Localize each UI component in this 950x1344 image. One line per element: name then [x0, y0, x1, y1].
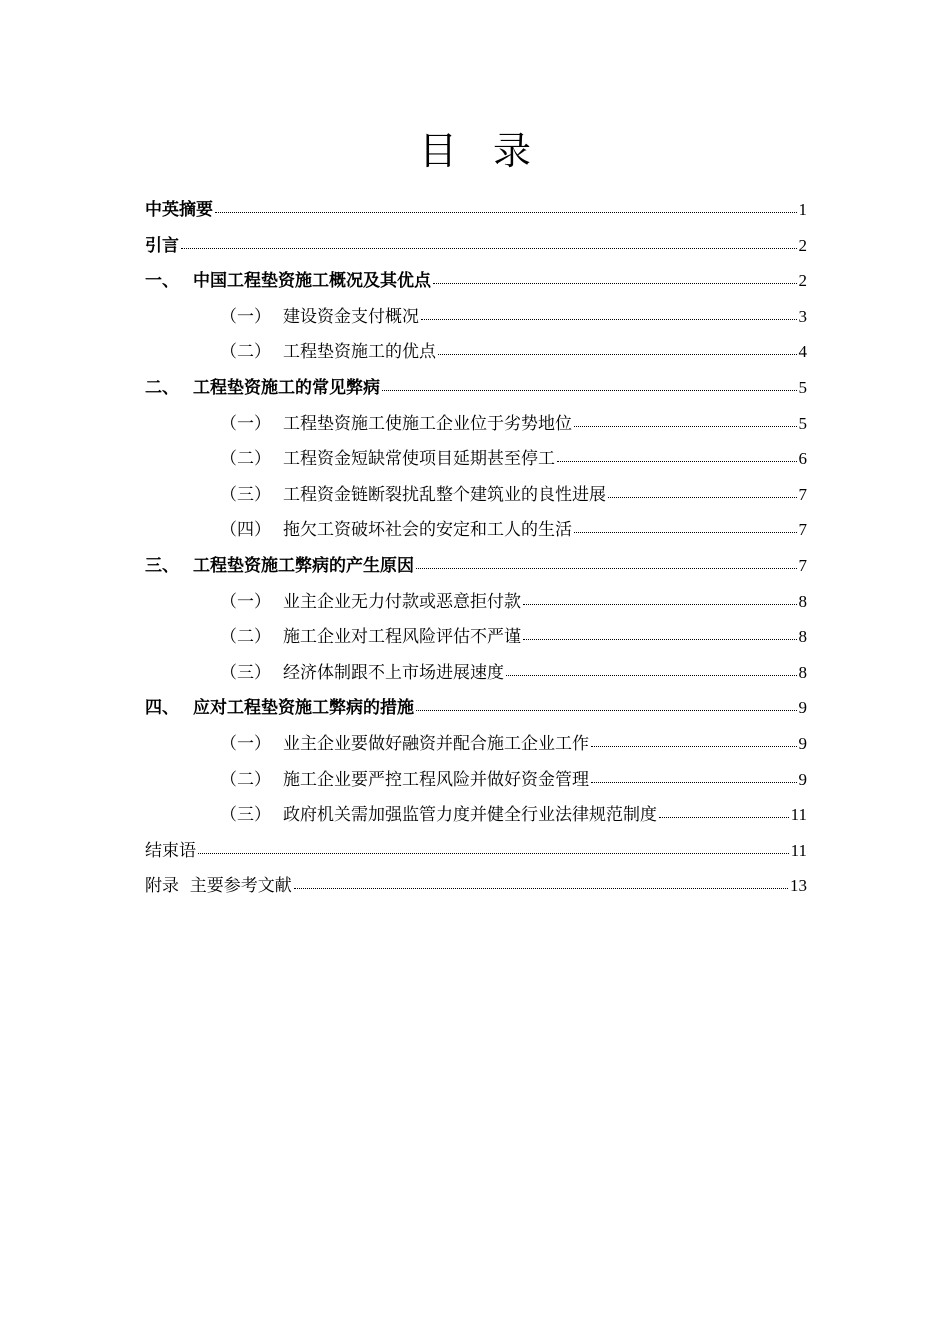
toc-leader-dots: [591, 745, 797, 747]
toc-entry-number: （二）: [220, 449, 271, 470]
toc-entry-page: 11: [790, 805, 807, 825]
table-of-contents: [145, 192, 807, 904]
toc-entry-page: 4: [798, 342, 807, 362]
toc-entry[interactable]: [145, 228, 807, 264]
toc-leader-dots: [382, 389, 797, 391]
toc-entry-text: 业主企业无力付款或恶意拒付款: [283, 591, 521, 612]
toc-entry-number: （一）: [220, 591, 271, 612]
toc-leader-dots: [416, 709, 797, 711]
toc-title: [0, 126, 950, 176]
toc-entry-text: 引言: [145, 235, 179, 256]
toc-entry-text: 政府机关需加强监管力度并健全行业法律规范制度: [283, 805, 657, 826]
toc-entry-page: 1: [798, 200, 807, 219]
toc-entry[interactable]: [145, 868, 807, 904]
toc-entry-page: 2: [798, 235, 807, 255]
toc-entry-text: 经济体制跟不上市场进展速度: [283, 662, 504, 683]
toc-entry[interactable]: [145, 833, 807, 869]
toc-leader-dots: [421, 318, 797, 320]
toc-entry-text: 工程资金短缺常使项目延期甚至停工: [283, 449, 555, 470]
toc-leader-dots: [591, 781, 797, 783]
toc-leader-dots: [181, 247, 797, 249]
toc-entry-page: 5: [798, 413, 807, 433]
toc-leader-dots: [433, 282, 797, 284]
toc-leader-dots: [198, 852, 789, 854]
toc-entry-page: 8: [798, 591, 807, 611]
toc-entry-page: 9: [798, 698, 807, 718]
toc-entry-text: 中国工程垫资施工概况及其优点: [193, 271, 431, 292]
toc-entry-number: （一）: [220, 733, 271, 754]
toc-entry-number: 一、: [145, 271, 179, 292]
toc-leader-dots: [416, 567, 797, 569]
toc-entry-page: 7: [798, 484, 807, 504]
toc-entry[interactable]: [145, 726, 807, 762]
toc-title-part2: 录: [493, 129, 532, 173]
toc-entry-number: （二）: [220, 342, 271, 363]
toc-entry-text: 中英摘要: [145, 200, 213, 220]
toc-leader-dots: [523, 603, 797, 605]
toc-entry-text: 业主企业要做好融资并配合施工企业工作: [283, 733, 589, 754]
toc-entry-number: （四）: [220, 520, 271, 541]
toc-entry-page: 8: [798, 662, 807, 682]
toc-entry[interactable]: [145, 299, 807, 335]
toc-entry[interactable]: [145, 655, 807, 691]
toc-entry-page: 6: [798, 449, 807, 469]
toc-entry[interactable]: [145, 406, 807, 442]
toc-entry-page: 9: [798, 769, 807, 789]
toc-entry-number: （二）: [220, 769, 271, 790]
toc-entry[interactable]: [145, 441, 807, 477]
toc-entry-number: （一）: [220, 413, 271, 434]
toc-entry-text: 工程资金链断裂扰乱整个建筑业的良性进展: [283, 484, 606, 505]
toc-leader-dots: [438, 353, 797, 355]
toc-entry[interactable]: [145, 797, 807, 833]
toc-entry-page: 9: [798, 733, 807, 753]
toc-entry-number: （三）: [220, 484, 271, 505]
toc-entry-text: 结束语: [145, 840, 196, 861]
toc-entry[interactable]: [145, 762, 807, 798]
toc-entry-number: 二、: [145, 377, 179, 398]
toc-entry-number: （三）: [220, 662, 271, 683]
toc-entry[interactable]: [145, 334, 807, 370]
toc-entry-page: 2: [798, 271, 807, 291]
toc-entry[interactable]: [145, 512, 807, 548]
toc-entry-text: 拖欠工资破坏社会的安定和工人的生活: [283, 520, 572, 541]
toc-leader-dots: [659, 816, 789, 818]
toc-leader-dots: [215, 211, 797, 213]
toc-leader-dots: [523, 638, 797, 640]
toc-entry[interactable]: [145, 584, 807, 620]
toc-entry[interactable]: [145, 192, 807, 228]
toc-entry-text: 附录 主要参考文献: [145, 876, 292, 897]
toc-entry-page: 8: [798, 627, 807, 647]
toc-entry-text: 应对工程垫资施工弊病的措施: [193, 698, 414, 719]
toc-entry[interactable]: [145, 619, 807, 655]
toc-entry-number: （三）: [220, 805, 271, 826]
toc-entry-number: （二）: [220, 627, 271, 648]
toc-leader-dots: [608, 496, 797, 498]
toc-entry-page: 7: [798, 555, 807, 575]
toc-entry-text: 工程垫资施工的优点: [283, 342, 436, 363]
toc-entry-number: 三、: [145, 555, 179, 576]
toc-entry[interactable]: [145, 370, 807, 406]
toc-title-part1: 目: [418, 129, 457, 173]
toc-entry-text: 施工企业要严控工程风险并做好资金管理: [283, 769, 589, 790]
toc-entry[interactable]: [145, 263, 807, 299]
toc-entry-text: 工程垫资施工的常见弊病: [193, 377, 380, 398]
toc-leader-dots: [294, 887, 788, 889]
toc-entry-number: 四、: [145, 698, 179, 719]
toc-leader-dots: [574, 531, 797, 533]
toc-entry-text: 工程垫资施工弊病的产生原因: [193, 555, 414, 576]
toc-entry[interactable]: [145, 548, 807, 584]
toc-entry-page: 13: [790, 876, 807, 896]
toc-entry-text: 工程垫资施工使施工企业位于劣势地位: [283, 413, 572, 434]
toc-entry-page: 7: [798, 520, 807, 540]
toc-leader-dots: [574, 425, 797, 427]
toc-entry-page: 5: [798, 377, 807, 397]
toc-entry-page: 3: [798, 306, 807, 326]
toc-leader-dots: [557, 460, 797, 462]
toc-entry[interactable]: [145, 477, 807, 513]
toc-entry-text: 建设资金支付概况: [283, 306, 419, 327]
toc-entry-text: 施工企业对工程风险评估不严谨: [283, 627, 521, 648]
toc-leader-dots: [506, 674, 797, 676]
toc-entry-number: （一）: [220, 306, 271, 327]
toc-entry-page: 11: [790, 840, 807, 860]
toc-entry[interactable]: [145, 690, 807, 726]
